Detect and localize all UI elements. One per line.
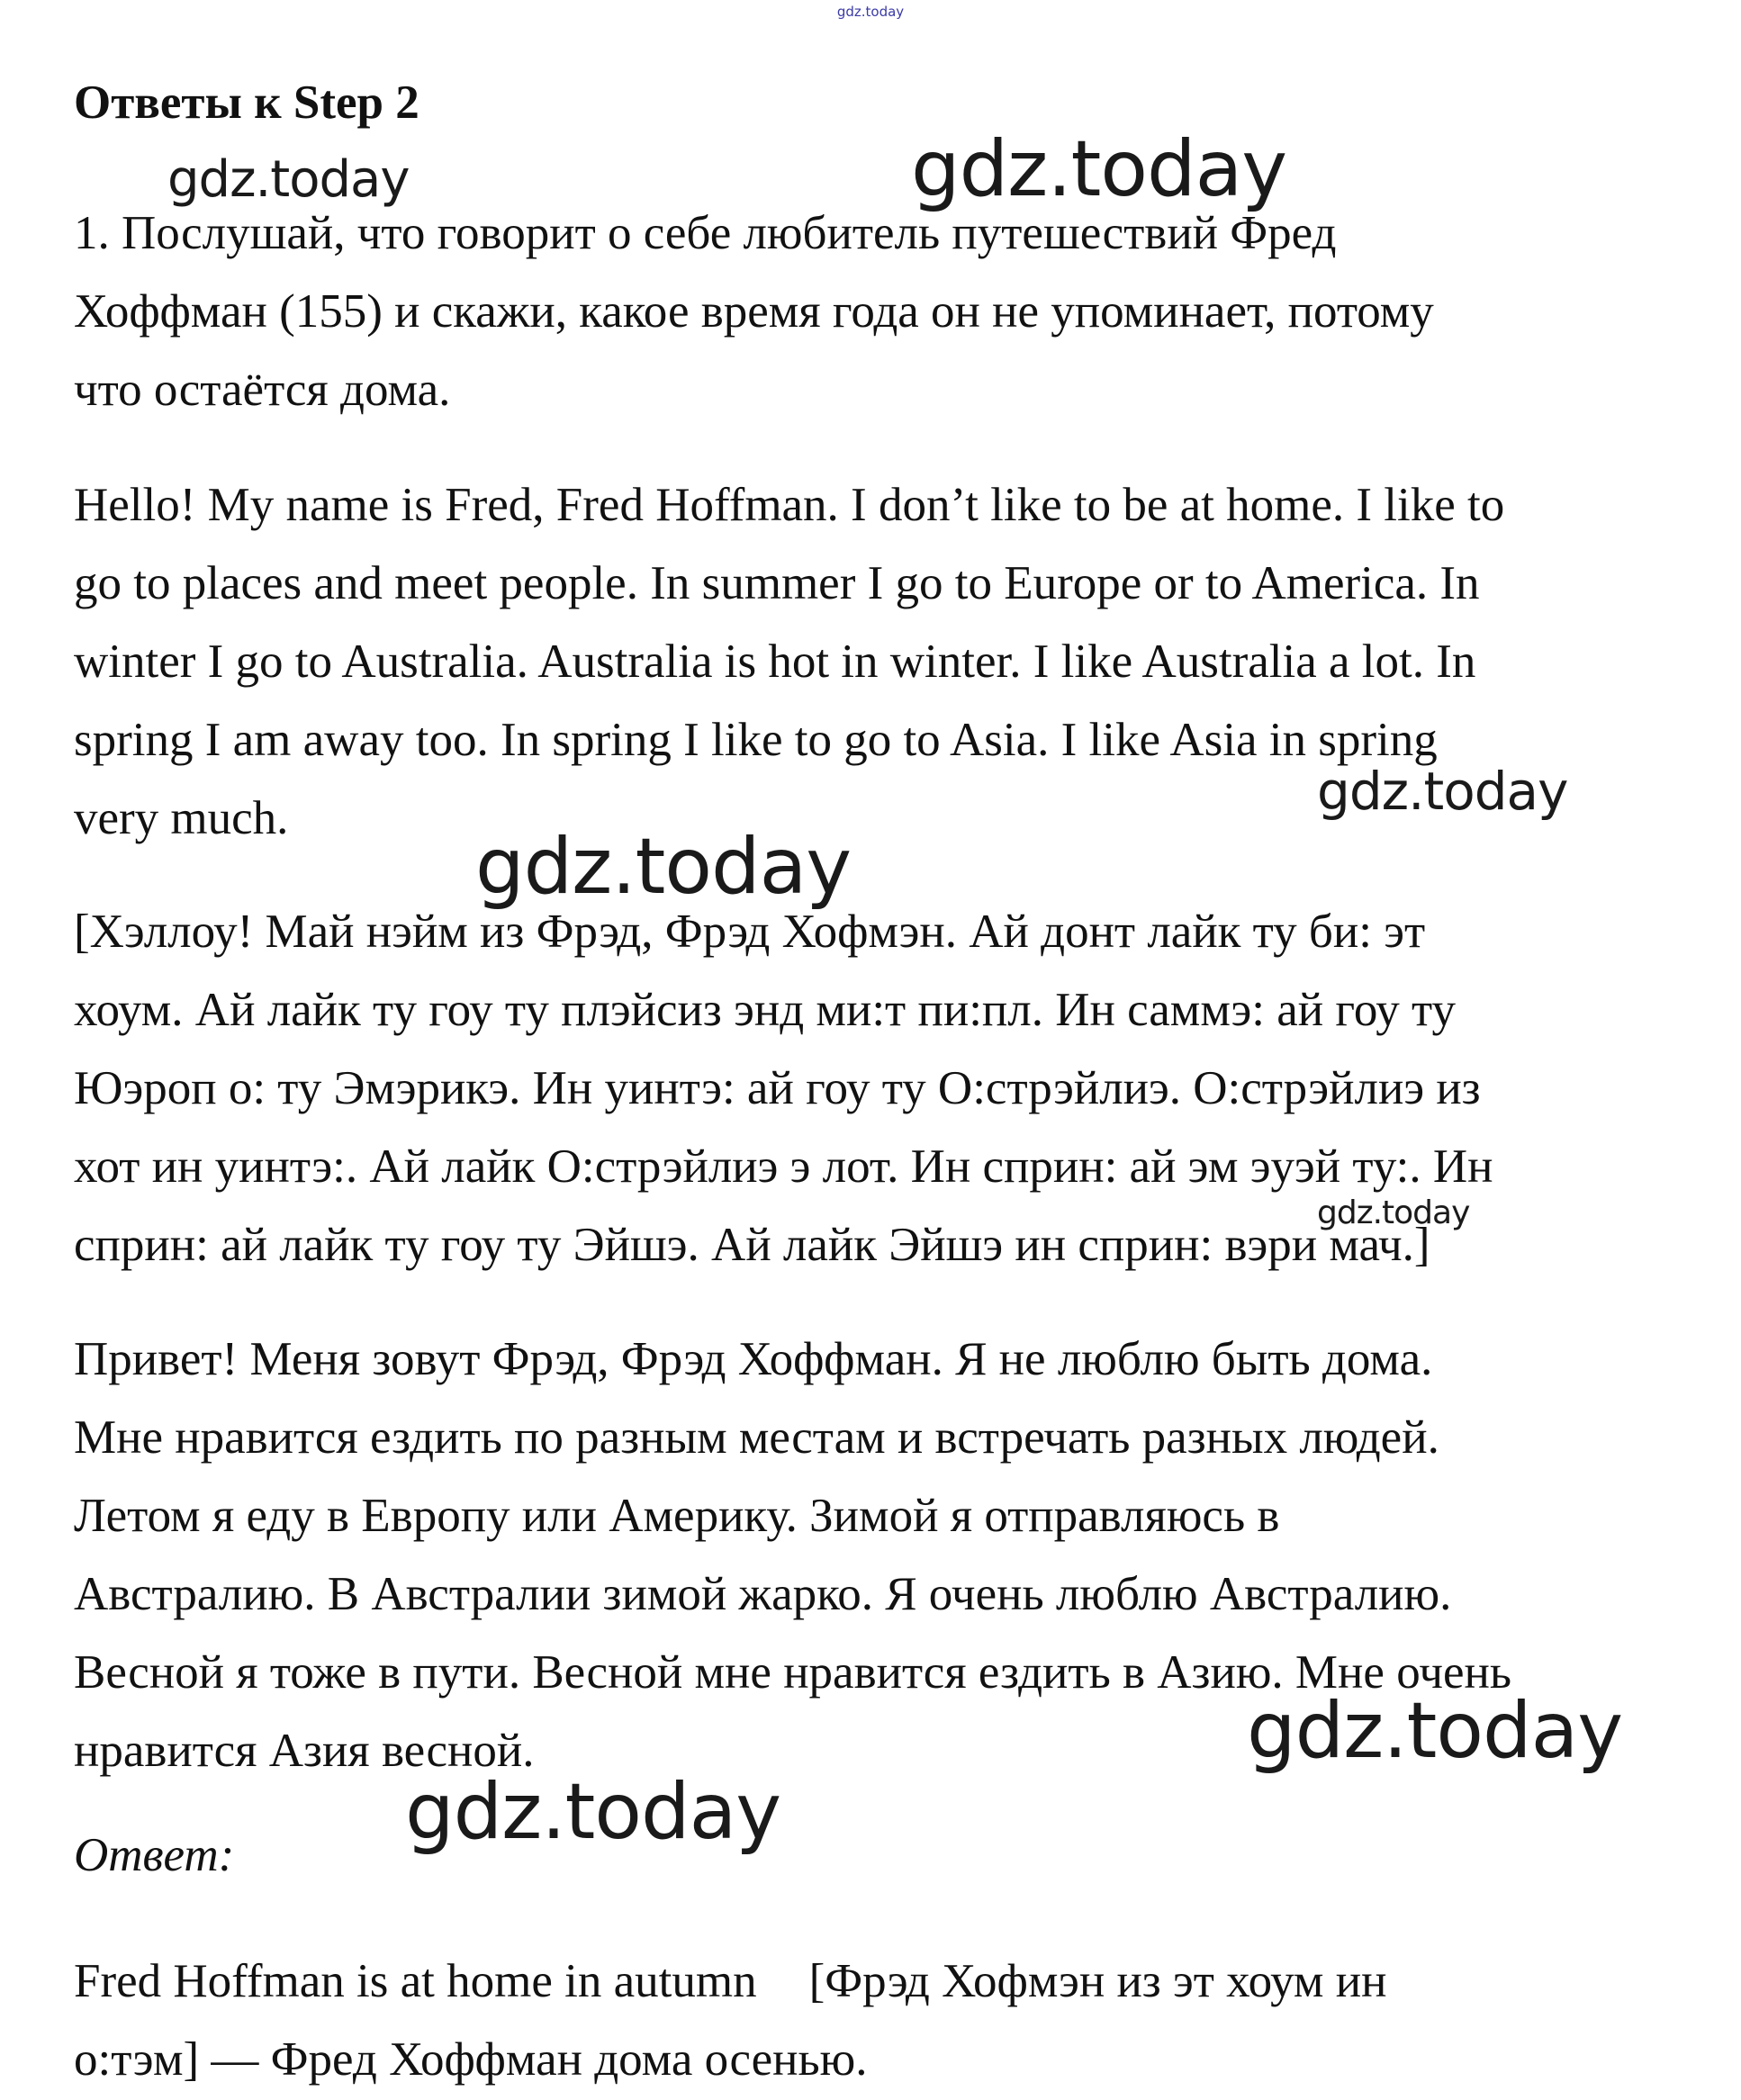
- english-line: very much.: [74, 792, 289, 844]
- answer-line: [74, 1942, 1694, 2021]
- russian-line: нравится Азия весной.: [74, 1725, 535, 1777]
- watermark: gdz.today: [167, 150, 410, 209]
- watermark: gdz.today: [475, 822, 852, 912]
- transliteration-line: хоум. Ай лайк ту гоу ту плэйсиз энд ми:т пи:пл. Ин саммэ: ай гоу ту: [74, 984, 1457, 1036]
- russian-line: Мне нравится ездить по разным местам и встречать разных людей.: [74, 1411, 1439, 1464]
- task-line: что остаётся дома.: [74, 364, 451, 416]
- english-line: spring I am away too. In spring I like to go to Asia. I like Asia in spring: [74, 714, 1438, 766]
- english-line: winter I go to Australia. Australia is hot in winter. I like Australia a lot. In: [74, 635, 1476, 688]
- answer-line: о:тэм] — Фред Хоффман дома осенью.: [74, 2033, 868, 2086]
- transliteration-line: сприн: ай лайк ту гоу ту Эйшэ. Ай лайк Эйшэ ин сприн: вэри мач.]: [74, 1219, 1430, 1271]
- russian-line: Привет! Меня зовут Фрэд, Фрэд Хоффман. Я не люблю быть дома.: [74, 1333, 1433, 1385]
- answer-transliteration: [Фрэд Хофмэн из эт хоум ин: [808, 1955, 1387, 2007]
- task-line: 1. Послушай, что говорит о себе любитель путешествий Фред: [74, 207, 1337, 259]
- russian-line: Весной я тоже в пути. Весной мне нравится ездить в Азию. Мне очень: [74, 1646, 1512, 1699]
- russian-line: Австралию. В Австралии зимой жарко. Я очень люблю Австралию.: [74, 1568, 1452, 1620]
- answer-label: Ответ:: [74, 1829, 235, 1881]
- watermark: gdz.today: [911, 124, 1287, 214]
- english-line: go to places and meet people. In summer I go to Europe or to America. In: [74, 557, 1480, 609]
- watermark: gdz.today: [405, 1767, 781, 1857]
- answer-english: Fred Hoffman is at home in autumn: [74, 1955, 757, 2007]
- task-paragraph: [74, 194, 1694, 429]
- russian-line: Летом я еду в Европу или Америку. Зимой я отправляюсь в: [74, 1490, 1280, 1542]
- answer-paragraph: [74, 1942, 1694, 2099]
- watermark: gdz.today: [1247, 1686, 1623, 1776]
- transliteration-line: Юэроп о: ту Эмэрикэ. Ин уинтэ: ай гоу ту О:стрэйлиэ. О:стрэйлиэ из: [74, 1062, 1481, 1114]
- page-title: Ответы к Step 2: [74, 77, 419, 129]
- header-watermark: gdz.today: [836, 4, 905, 20]
- english-line: Hello! My name is Fred, Fred Hoffman. I don’t like to be at home. I like to: [74, 479, 1505, 531]
- transliteration-line: [Хэллоу! Май нэйм из Фрэд, Фрэд Хофмэн. Ай донт лайк ту би: эт: [74, 906, 1426, 958]
- watermark: gdz.today: [1317, 1194, 1470, 1231]
- task-line: Хоффман (155) и скажи, какое время года он не упоминает, потому: [74, 285, 1434, 338]
- watermark: gdz.today: [1317, 761, 1568, 822]
- transliteration-line: хот ин уинтэ:. Ай лайк О:стрэйлиэ э лот. Ин сприн: ай эм эуэй ту:. Ин: [74, 1140, 1493, 1193]
